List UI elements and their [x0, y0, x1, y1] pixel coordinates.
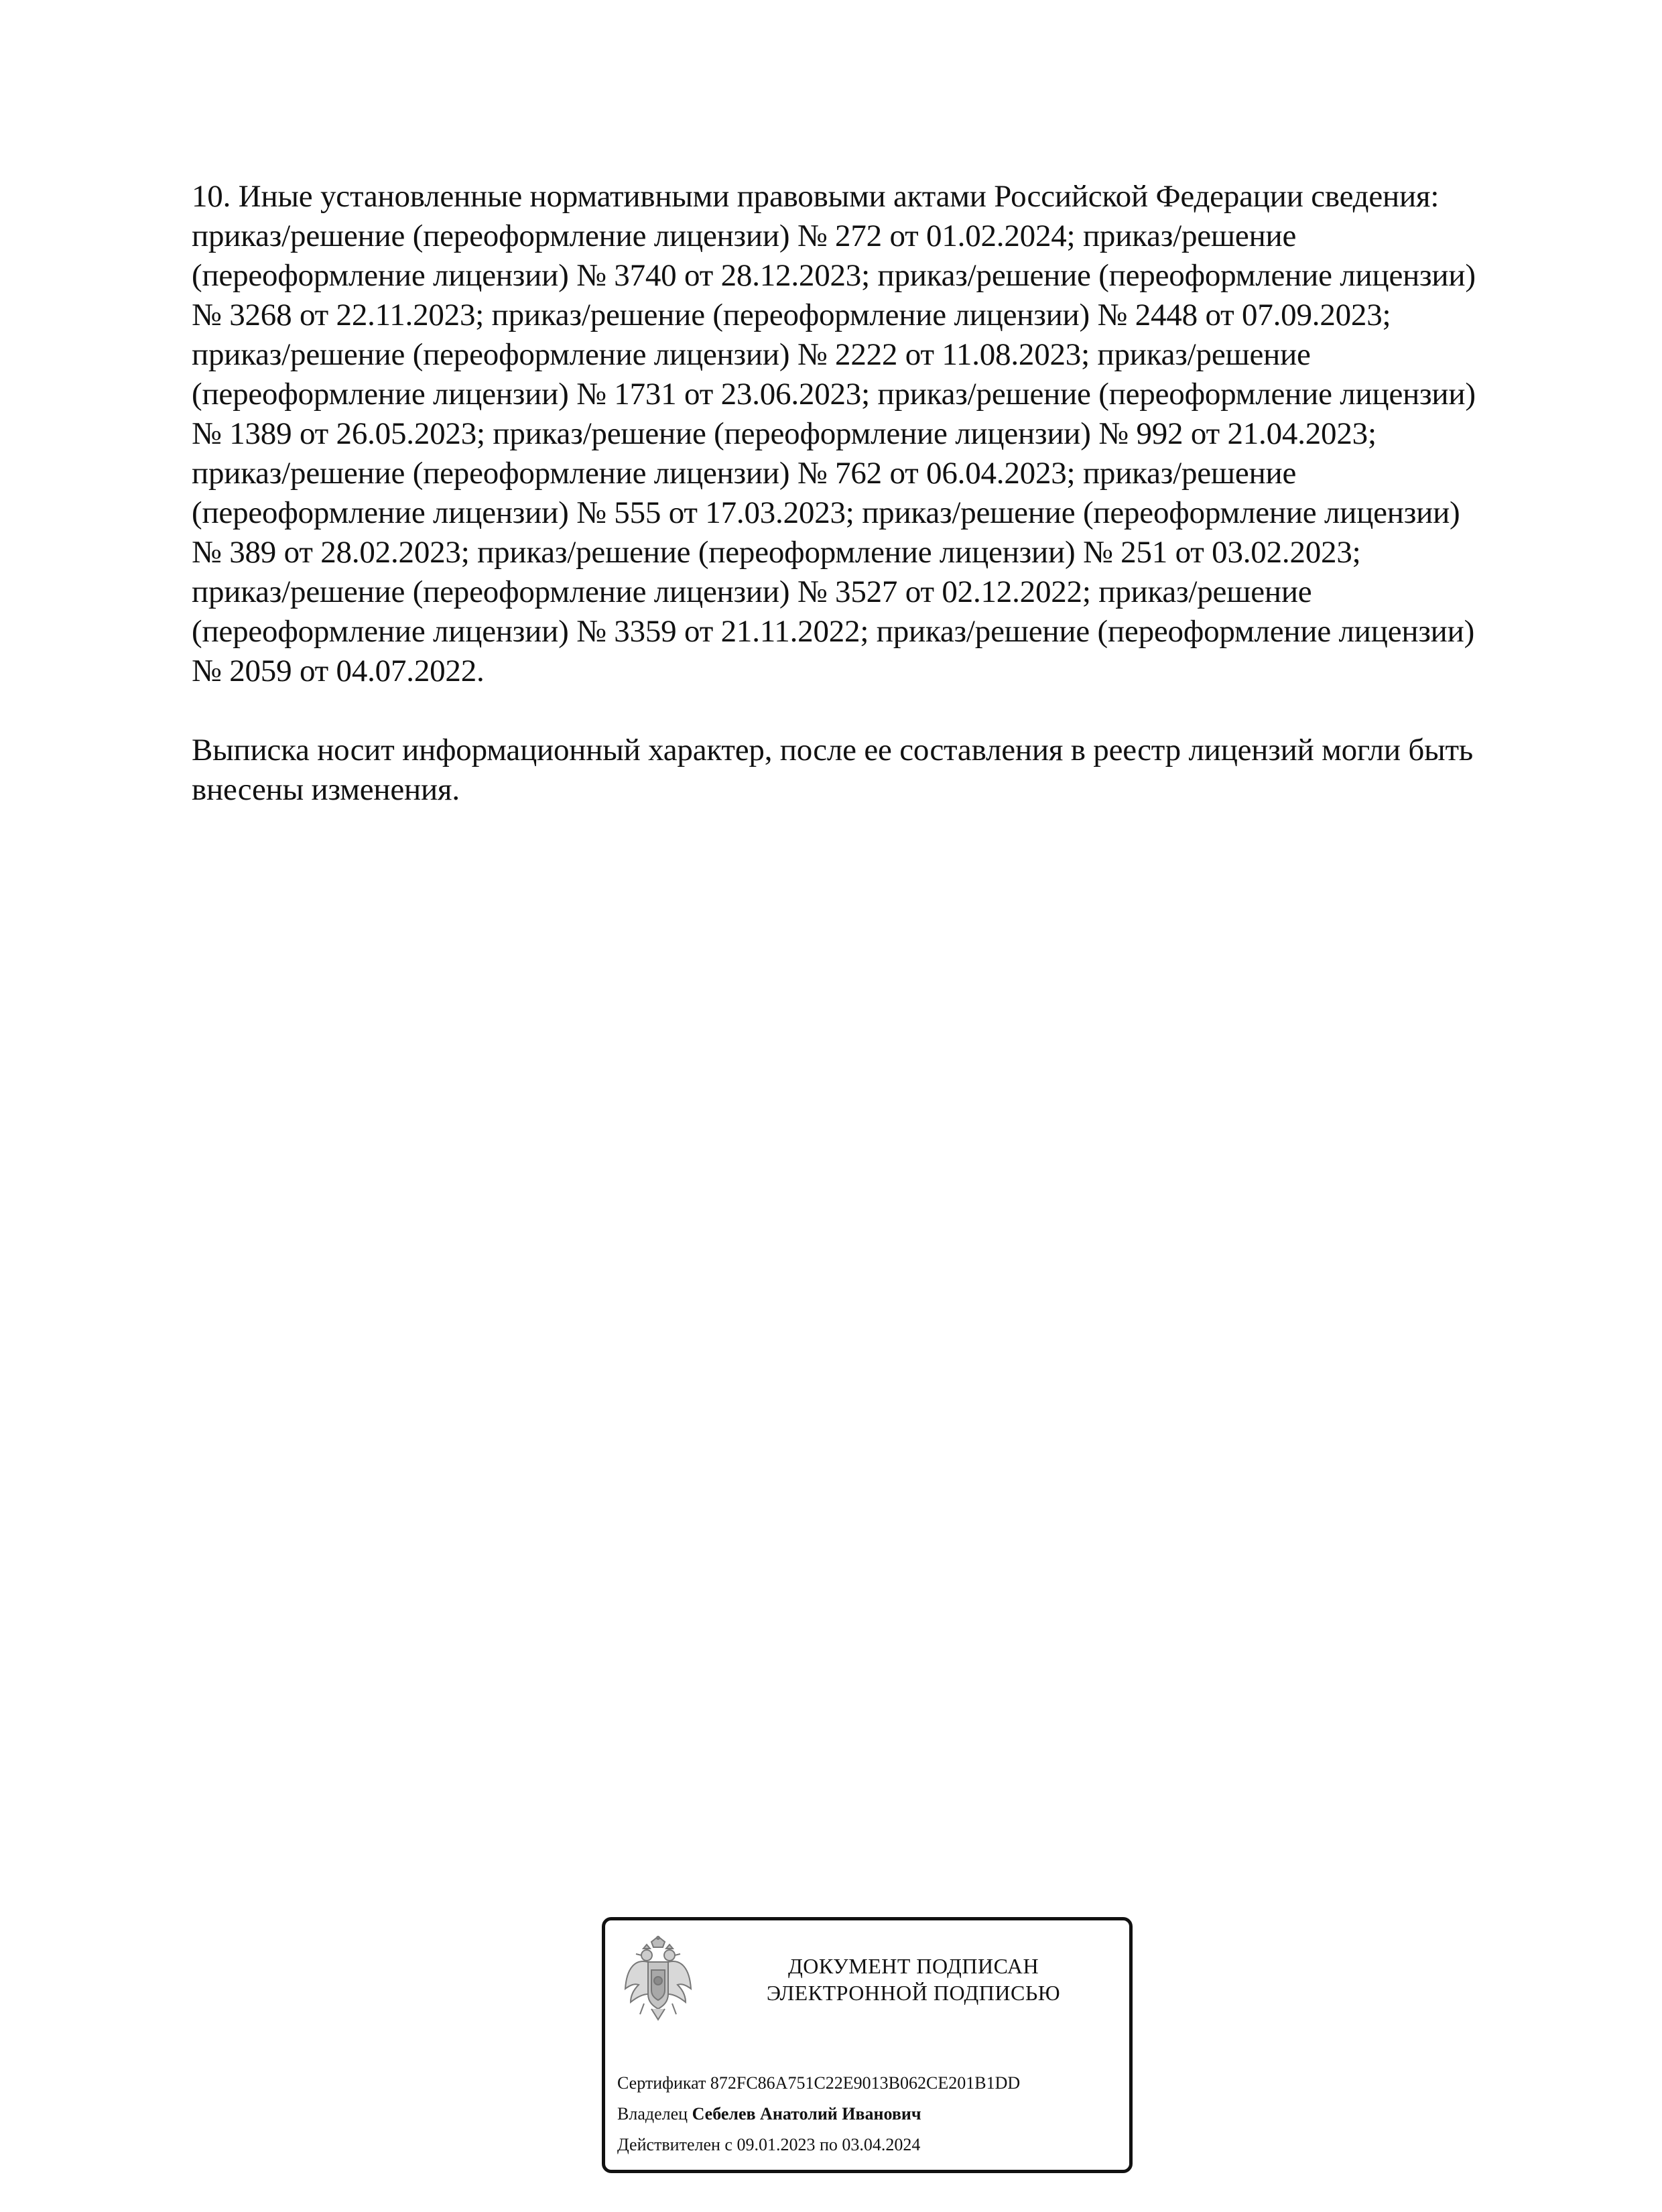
certificate-label: Сертификат — [617, 2073, 706, 2093]
section-10-line: № 3268 от 22.11.2023; приказ/решение (переоформление лицензии) № 2448 от 07.09.2023; — [192, 298, 1391, 332]
certificate-value: 872FC86A751C22E9013B062CE201B1DD — [710, 2073, 1021, 2093]
owner-row — [617, 2099, 1127, 2130]
section-10-line: (переоформление лицензии) № 555 от 17.03.2023; приказ/решение (переоформление лицензии) — [192, 495, 1460, 530]
section-10-line: приказ/решение (переоформление лицензии) № 762 от 06.04.2023; приказ/решение — [192, 456, 1297, 491]
section-10-line: (переоформление лицензии) № 1731 от 23.06.2023; приказ/решение (переоформление лицензии) — [192, 377, 1476, 412]
section-10-line: 10. Иные установленные нормативными правовыми актами Российской Федерации сведения: — [192, 179, 1440, 214]
electronic-signature-stamp — [602, 1917, 1133, 2173]
section-10-line: приказ/решение (переоформление лицензии) № 272 от 01.02.2024; приказ/решение — [192, 219, 1297, 253]
section-10-line: № 1389 от 26.05.2023; приказ/решение (переоформление лицензии) № 992 от 21.04.2023; — [192, 416, 1377, 451]
owner-label: Владелец — [617, 2104, 688, 2124]
owner-value: Себелев Анатолий Иванович — [692, 2104, 921, 2124]
stamp-heading-line: ЭЛЕКТРОННОЙ ПОДПИСЬЮ — [766, 1981, 1061, 2005]
certificate-row — [617, 2068, 1127, 2099]
disclaimer-line: Выписка носит информационный характер, после ее составления в реестр лицензий могли быть — [192, 733, 1474, 767]
stamp-heading-line: ДОКУМЕНТ ПОДПИСАН — [787, 1954, 1039, 1978]
disclaimer-line: внесены изменения. — [192, 772, 460, 807]
section-10-line: приказ/решение (переоформление лицензии) № 3527 от 02.12.2022; приказ/решение — [192, 574, 1312, 609]
validity-row: Действителен с 09.01.2023 по 03.04.2024 — [617, 2135, 921, 2154]
disclaimer-paragraph — [192, 731, 1559, 810]
coat-of-arms-icon — [621, 1935, 695, 2022]
section-10-line: № 389 от 28.02.2023; приказ/решение (переоформление лицензии) № 251 от 03.02.2023; — [192, 535, 1361, 570]
section-10-line: (переоформление лицензии) № 3740 от 28.12.2023; приказ/решение (переоформление лицензии) — [192, 258, 1476, 293]
section-10-line: приказ/решение (переоформление лицензии) № 2222 от 11.08.2023; приказ/решение — [192, 337, 1311, 372]
section-10-paragraph — [192, 177, 1559, 691]
section-10-line: (переоформление лицензии) № 3359 от 21.11.2022; приказ/решение (переоформление лицензии) — [192, 614, 1475, 649]
stamp-details — [617, 2068, 1127, 2160]
section-10-line: № 2059 от 04.07.2022. — [192, 654, 485, 688]
document-body — [192, 177, 1559, 810]
stamp-heading — [706, 1953, 1121, 2006]
